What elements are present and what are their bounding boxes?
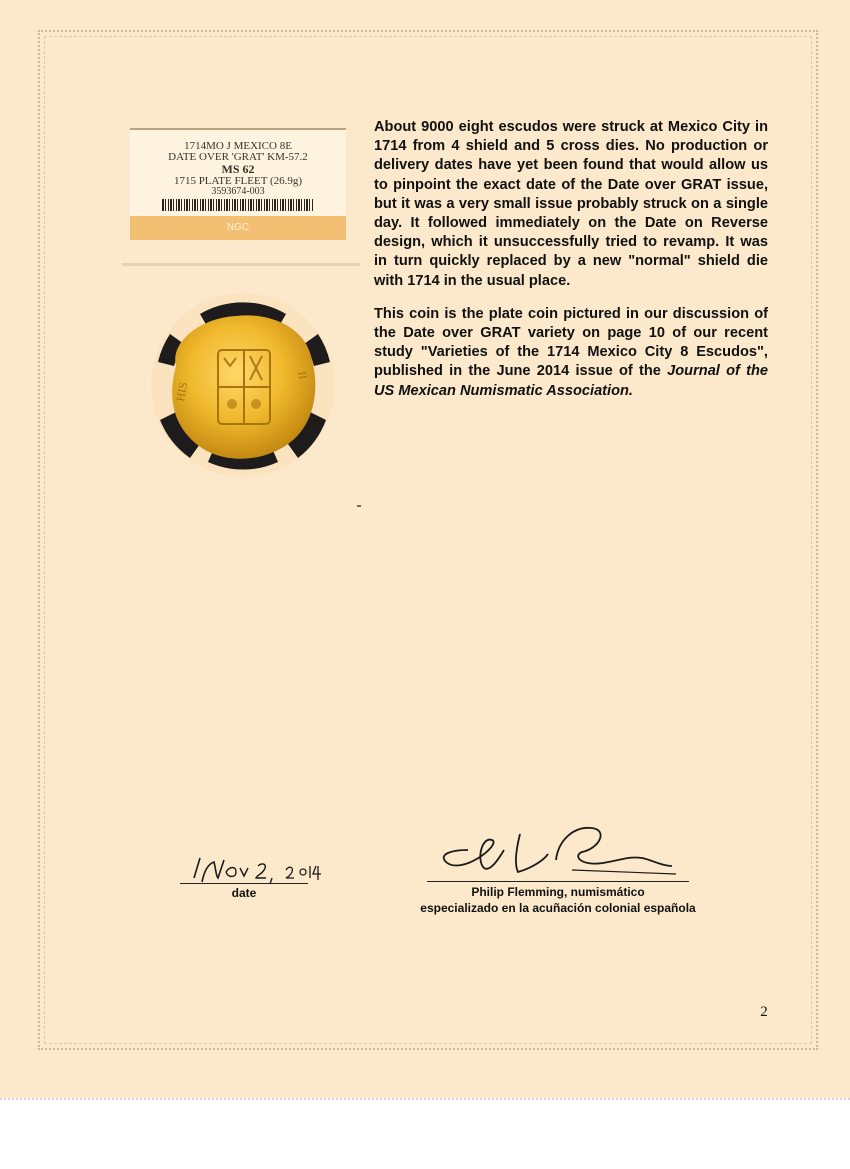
handwritten-date-icon — [190, 852, 330, 886]
signatory-title: especializado en la acuñación colonial española — [420, 901, 696, 915]
svg-text:II: II — [295, 370, 311, 381]
svg-text:HIS: HIS — [173, 381, 191, 403]
slab-divider — [122, 263, 360, 266]
description-text — [374, 118, 768, 415]
stray-mark — [357, 505, 361, 507]
description-paragraph-2 — [374, 305, 768, 401]
signatory — [400, 884, 716, 916]
date-label: date — [231, 886, 257, 900]
scan-edge — [0, 1098, 850, 1120]
signature-icon — [432, 820, 682, 884]
gold-coin-icon — [148, 292, 338, 482]
label-brand — [130, 216, 346, 240]
label-line-1: 1714MO J MEXICO 8E — [184, 140, 292, 152]
label-line-4: 1715 PLATE FLEET (26.9g) — [173, 175, 303, 187]
label-line-2: DATE OVER 'GRAT' KM-57.2 — [168, 151, 308, 163]
page-number: 2 — [760, 1004, 768, 1020]
date-underline — [180, 883, 308, 884]
signatory-name: Philip Flemming, numismático — [471, 885, 645, 899]
signature-line — [427, 881, 689, 882]
signature — [432, 820, 682, 884]
description-paragraph-1: About 9000 eight escudos were struck at Mexico City in 1714 from 4 shield and 5 cross dies. No production or delivery dates have yet been found that would allow us to pinpoint the exact date of the Date over GRAT issue, but it was a very small issue probably struck on a single day. It followed immediately on the Date on Reverse design, which it unsuccessfully tried to revamp. It was in turn quickly replaced by a new "normal" shield die with 1714 in the usual place. — [374, 119, 768, 289]
ngc-logo-text: NGC — [226, 222, 250, 233]
coin-image — [148, 292, 338, 487]
label-grade: MS 62 — [221, 162, 255, 176]
label-cert-number: 3593674-003 — [211, 186, 265, 197]
barcode-icon — [162, 199, 314, 211]
journal-title: Journal of the US Mexican Numismatic Association. — [374, 363, 768, 399]
ngc-slab-label — [130, 128, 346, 240]
handwritten-date — [190, 852, 330, 886]
paragraph-2-text: This coin is the plate coin pictured in our discussion of the Date over GRAT variety on page 10 of our recent study "Varieties of the 1714 Mexico City 8 Escudos", published in the June 2014 issue of the — [374, 305, 768, 380]
